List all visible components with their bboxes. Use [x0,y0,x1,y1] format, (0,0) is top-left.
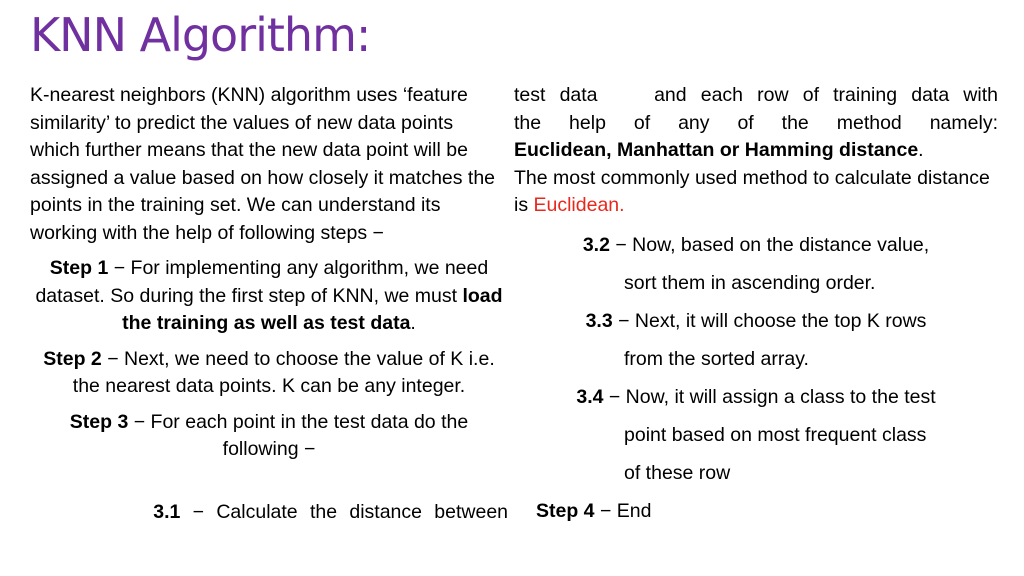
step-3-4-line-1 [514,378,998,416]
step-3-2-line-1 [514,226,998,264]
step-2-text: − Next, we need to choose the value of K i.e. the nearest data points. K can be any integer. [72,347,495,397]
step-3-text: − For each point in the test data do the following − [128,410,469,460]
step-3-1-text: − Calculate the distance between [180,501,509,523]
step-3-4-text-1: − Now, it will assign a class to the test [603,385,936,408]
intro-paragraph: K-nearest neighbors (KNN) algorithm uses ‘feature similarity’ to predict the values of new data points which further means that the new data point will be assigned a value based on how closely it matches the points in the training set. We can understand its working with the help of following steps − [30,84,496,244]
right-line-1-text: test data and each row of training data with [514,84,998,106]
step-3-3-line-1 [514,302,998,340]
common-method-text: The most commonly used method to calculate distance is [514,166,990,216]
right-line-2: the help of any of the method namely: [514,111,998,134]
step-3-paragraph [30,409,508,464]
step-4-label: Step 4 [536,499,595,522]
distance-methods-end: . [918,139,924,161]
step-1-paragraph [30,255,508,338]
step-1-label: Step 1 [49,257,109,279]
step-2-paragraph [30,346,508,401]
euclidean-highlight: Euclidean. [533,194,625,216]
step-3-3-label: 3.3 [585,309,613,332]
step-4-line [514,492,998,530]
step-3-1-label: 3.1 [153,501,181,523]
step-1-bold-text: load the training as well as test data [122,284,503,334]
step-3-3-line-2: from the sorted array. [624,347,809,370]
distance-methods: Euclidean, Manhattan or Hamming distance [514,139,919,161]
step-1-end: . [410,312,416,334]
step-2-label: Step 2 [43,347,102,370]
step-3-4-line-3: of these row [624,461,731,484]
step-3-4-line-2: point based on most frequent class [624,423,927,446]
right-line-4 [514,165,998,220]
step-3-2-text-1: − Now, based on the distance value, [609,233,930,256]
step-1-text: − For implementing any algorithm, we need dataset. So during the first step of KNN, we must [35,257,489,307]
step-3-2-label: 3.2 [582,233,610,256]
step-4-text: − End [594,499,652,522]
step-3-label: Step 3 [69,410,129,433]
right-line-1 [514,82,998,110]
slide-title: KNN Algorithm: [30,8,371,62]
left-column [30,82,508,562]
step-3-3-text-1: − Next, it will choose the top K rows [612,309,927,332]
right-line-3 [514,137,998,165]
step-3-1-paragraph [30,472,508,555]
step-3-2-line-2: sort them in ascending order. [624,271,876,294]
right-column [514,82,998,530]
step-3-4-label: 3.4 [576,385,604,408]
